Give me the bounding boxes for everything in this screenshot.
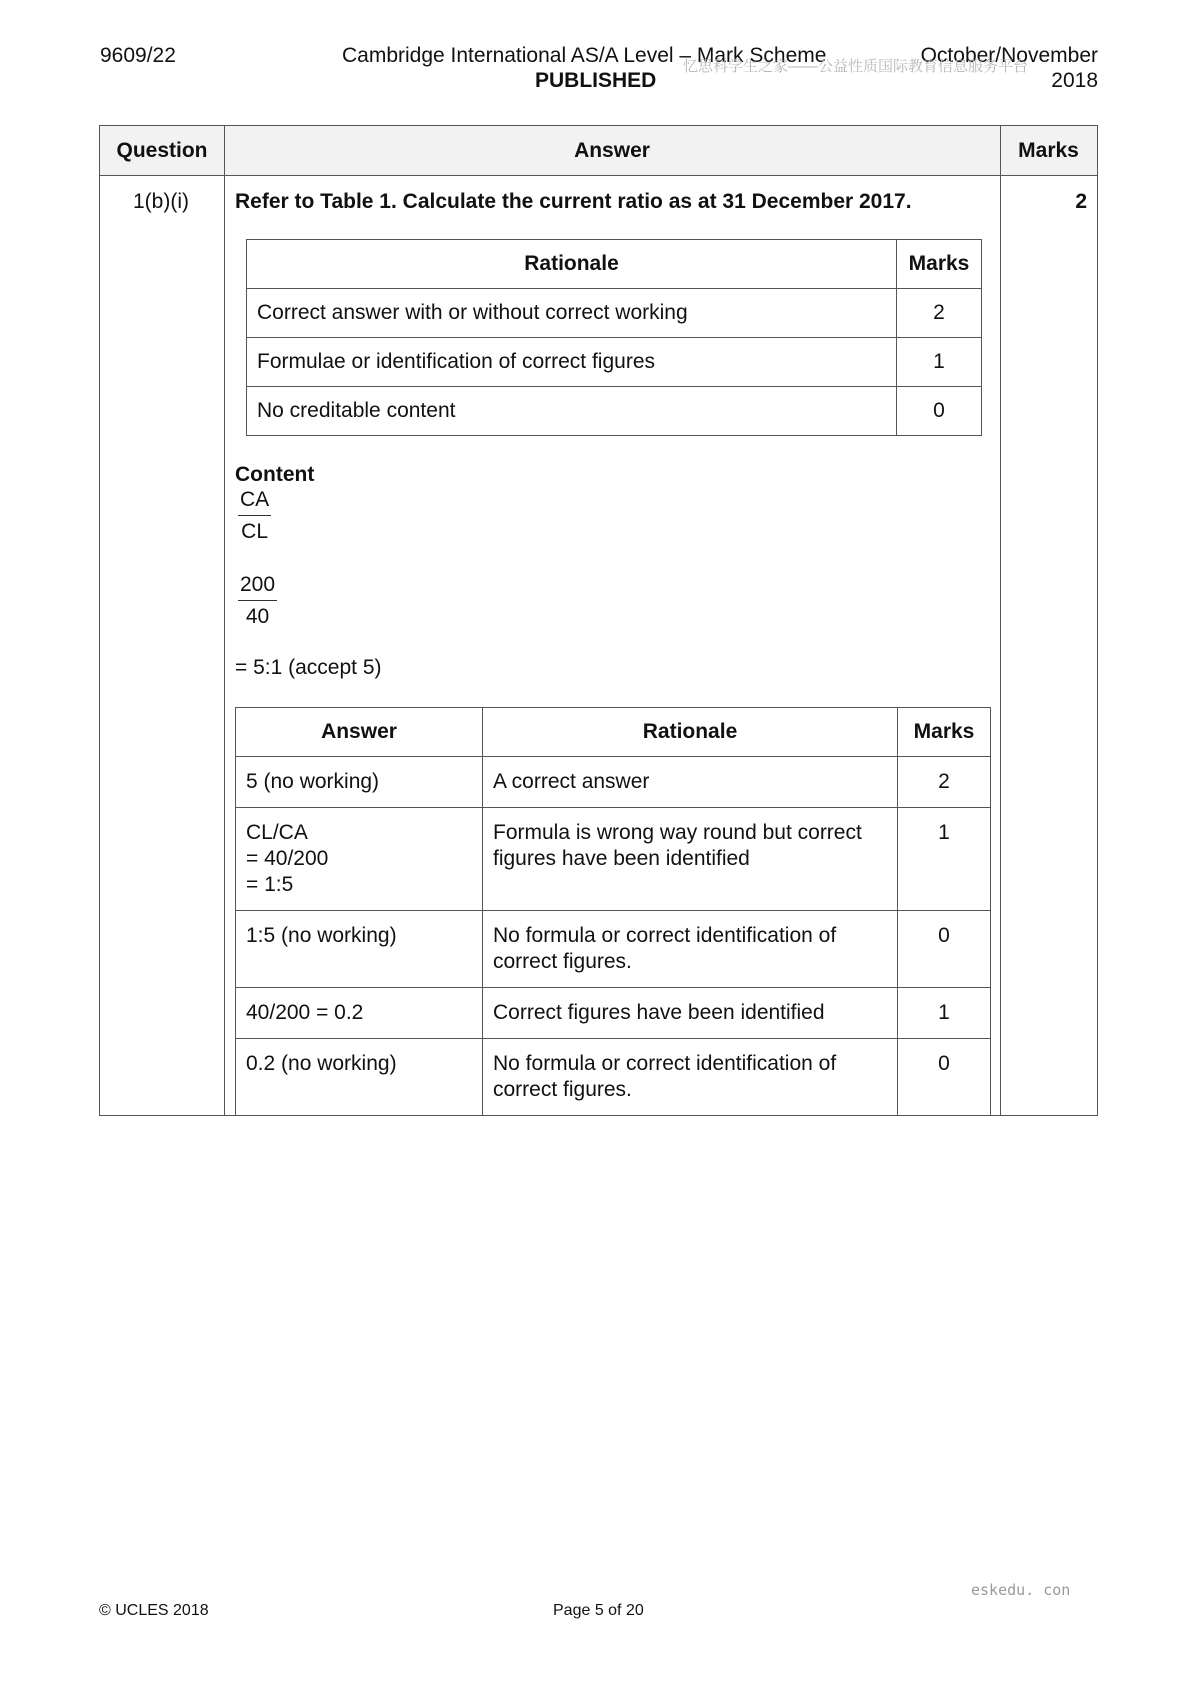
rationale-header-row	[247, 240, 982, 289]
document-title: Cambridge International AS/A Level – Mark Scheme	[342, 44, 827, 67]
content-label: Content	[235, 463, 315, 486]
rationale-table	[246, 239, 982, 436]
answer-line: 1:5 (no working)	[246, 924, 397, 947]
answer-line: = 40/200	[246, 847, 329, 870]
answer-table	[235, 707, 991, 1116]
question-number: 1(b)(i)	[133, 190, 189, 213]
exam-session: October/November	[920, 44, 1098, 67]
marks-header: Marks	[898, 708, 991, 757]
marks-cell: 0	[898, 1039, 991, 1116]
marks-cell: 1	[898, 808, 991, 911]
answer-cell	[236, 988, 483, 1039]
question-marks: 2	[1075, 190, 1087, 213]
answer-header: Answer	[236, 708, 483, 757]
column-divider	[224, 126, 225, 1115]
header-question: Question	[116, 139, 208, 162]
table-row	[247, 387, 982, 436]
answer-line: 0.2 (no working)	[246, 1052, 397, 1075]
watermark-text: 忆思科学生之家——公益性质国际教育信息服务平台	[683, 58, 1029, 75]
marks-cell: 1	[897, 338, 982, 387]
exam-year: 2018	[1051, 69, 1098, 92]
marks-cell: 0	[898, 911, 991, 988]
fraction-denominator: CL	[241, 520, 269, 543]
rationale-cell: A correct answer	[483, 757, 898, 808]
marks-header: Marks	[897, 240, 982, 289]
table-row	[236, 988, 991, 1039]
answer-cell	[236, 808, 483, 911]
header-marks: Marks	[1018, 139, 1079, 162]
copyright-notice: © UCLES 2018	[99, 1602, 209, 1619]
question-prompt: Refer to Table 1. Calculate the current ratio as at 31 December 2017.	[235, 190, 912, 213]
formula-fraction	[238, 488, 271, 544]
value-fraction	[238, 573, 277, 629]
rationale-cell: Correct figures have been identified	[483, 988, 898, 1039]
fraction-numerator: 200	[238, 573, 277, 601]
answer-line: 5 (no working)	[246, 770, 380, 793]
rationale-cell: Formula is wrong way round but correct figures have been identified	[483, 808, 898, 911]
mark-scheme-table	[99, 125, 1098, 1116]
fraction-numerator: CA	[238, 488, 271, 516]
answer-line: CL/CA	[246, 821, 308, 844]
table-row	[247, 338, 982, 387]
rationale-cell: Formulae or identification of correct figures	[247, 338, 897, 387]
site-watermark: eskedu. con	[971, 1581, 1071, 1599]
ratio-result: = 5:1 (accept 5)	[235, 656, 382, 679]
answer-cell	[236, 911, 483, 988]
answer-line: = 1:5	[246, 873, 294, 896]
marks-cell: 1	[898, 988, 991, 1039]
table-header-row	[100, 126, 1097, 176]
rationale-cell: No formula or correct identification of correct figures.	[483, 911, 898, 988]
page-number: Page 5 of 20	[553, 1602, 644, 1619]
marks-cell: 2	[897, 289, 982, 338]
header-answer: Answer	[574, 139, 650, 162]
answer-cell	[236, 757, 483, 808]
rationale-header: Rationale	[483, 708, 898, 757]
table-row	[236, 808, 991, 911]
marks-cell: 0	[897, 387, 982, 436]
table-row	[247, 289, 982, 338]
rationale-cell: Correct answer with or without correct working	[247, 289, 897, 338]
rationale-cell: No formula or correct identification of correct figures.	[483, 1039, 898, 1116]
marks-cell: 2	[898, 757, 991, 808]
answer-line: 40/200 = 0.2	[246, 1001, 364, 1024]
published-label: PUBLISHED	[535, 69, 657, 92]
table-row	[236, 757, 991, 808]
column-divider	[1000, 126, 1001, 1115]
paper-code: 9609/22	[100, 44, 176, 67]
answer-header-row	[236, 708, 991, 757]
fraction-denominator: 40	[245, 605, 270, 628]
answer-cell	[236, 1039, 483, 1116]
rationale-cell: No creditable content	[247, 387, 897, 436]
table-row	[236, 1039, 991, 1116]
table-row	[236, 911, 991, 988]
rationale-header: Rationale	[247, 240, 897, 289]
